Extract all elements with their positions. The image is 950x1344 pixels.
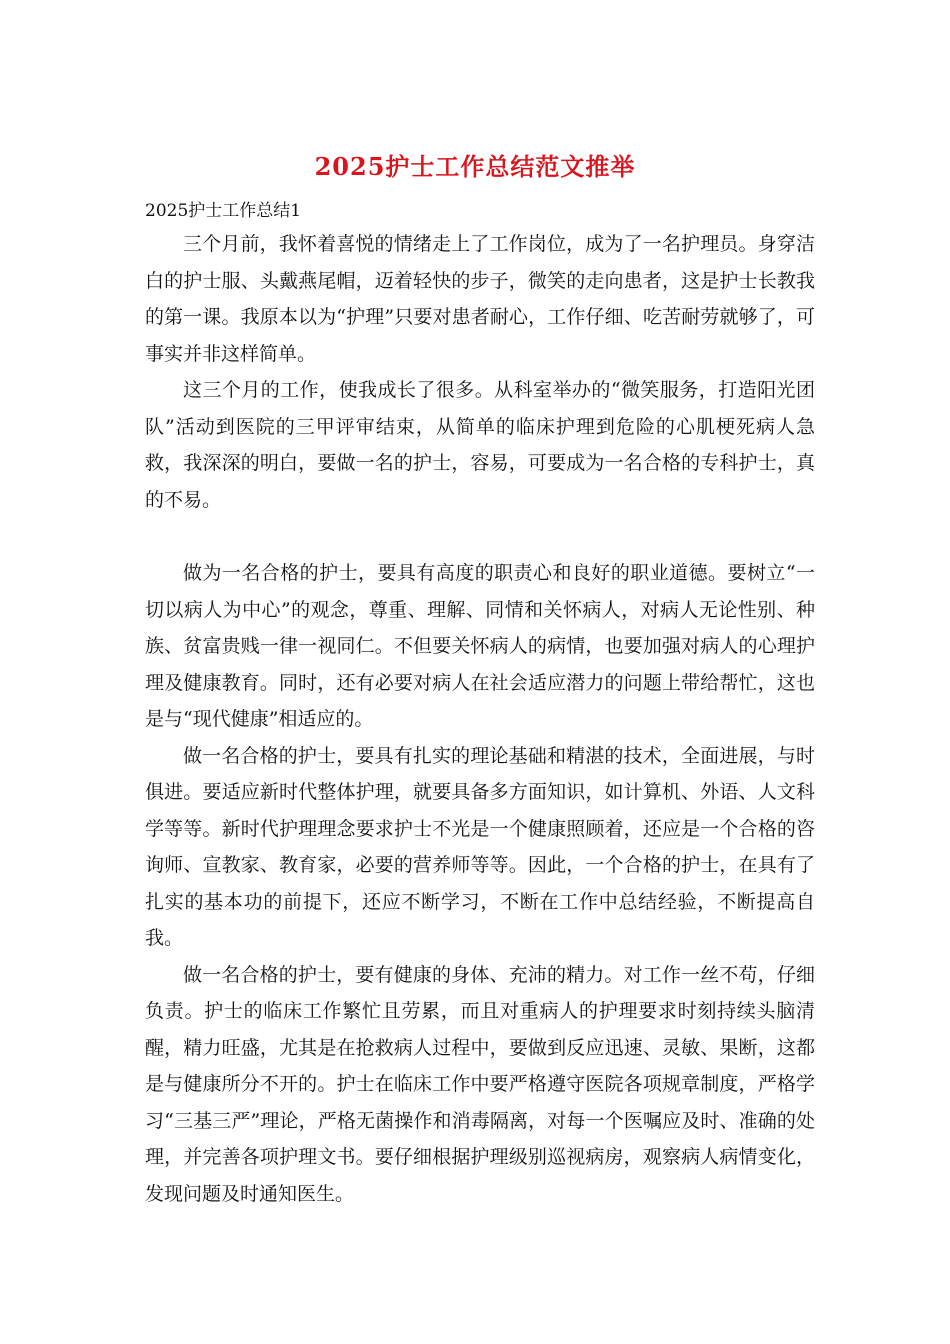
paragraph: 这三个月的工作，使我成长了很多。从科室举办的“微笑服务，打造阳光团队”活动到医院的三甲评审结束，从简单的临床护理到危险的心肌梗死病人急救，我深深的明白，要做一名的护士，容易，可要成为一名合格的专科护士，真的不易。 — [145, 379, 815, 511]
paragraph: 做为一名合格的护士，要具有高度的职责心和良好的职业道德。要树立“一切以病人为中心”的观念，尊重、理解、同情和关怀病人，对病人无论性别、种族、贫富贵贱一律一视同仁。不但要关怀病人的病情，也要加强对病人的心理护理及健康教育。同时，还有必要对病人在社会适应潜力的问题上带给帮忙，这也是与“现代健康”相适应的。 — [145, 562, 815, 730]
section-body-2 — [145, 555, 815, 1212]
section-body-1 — [145, 226, 815, 518]
paragraph: 三个月前，我怀着喜悦的情绪走上了工作岗位，成为了一名护理员。身穿洁白的护士服、头戴燕尾帽，迈着轻快的步子，微笑的走向患者，这是护士长教我的第一课。我原本以为“护理”只要对患者耐心，工作仔细、吃苦耐劳就够了，可事实并非这样简单。 — [145, 233, 815, 365]
paragraph: 做一名合格的护士，要具有扎实的理论基础和精湛的技术，全面进展，与时俱进。要适应新时代整体护理，就要具备多方面知识，如计算机、外语、人文科学等等。新时代护理理念要求护士不光是一个健康照顾着，还应是一个合格的咨询师、宣教家、教育家，必要的营养师等等。因此，一个合格的护士，在具有了扎实的基本功的前提下，还应不断学习，不断在工作中总结经验，不断提高自我。 — [145, 744, 815, 949]
paragraph: 做一名合格的护士，要有健康的身体、充沛的精力。对工作一丝不苟，仔细负责。护士的临床工作繁忙且劳累，而且对重病人的护理要求时刻持续头脑清醒，精力旺盛，尤其是在抢救病人过程中，要做到反应迅速、灵敏、果断，这都是与健康所分不开的。护士在临床工作中要严格遵守医院各项规章制度，严格学习“三基三严”理论，严格无菌操作和消毒隔离，对每一个医嘱应及时、准确的处理，并完善各项护理文书。要仔细根据护理级别巡视病房，观察病人病情变化，发现问题及时通知医生。 — [145, 963, 815, 1205]
section-heading: 2025护士工作总结1 — [145, 201, 302, 221]
document-title: 2025护士工作总结范文推举 — [314, 152, 636, 181]
